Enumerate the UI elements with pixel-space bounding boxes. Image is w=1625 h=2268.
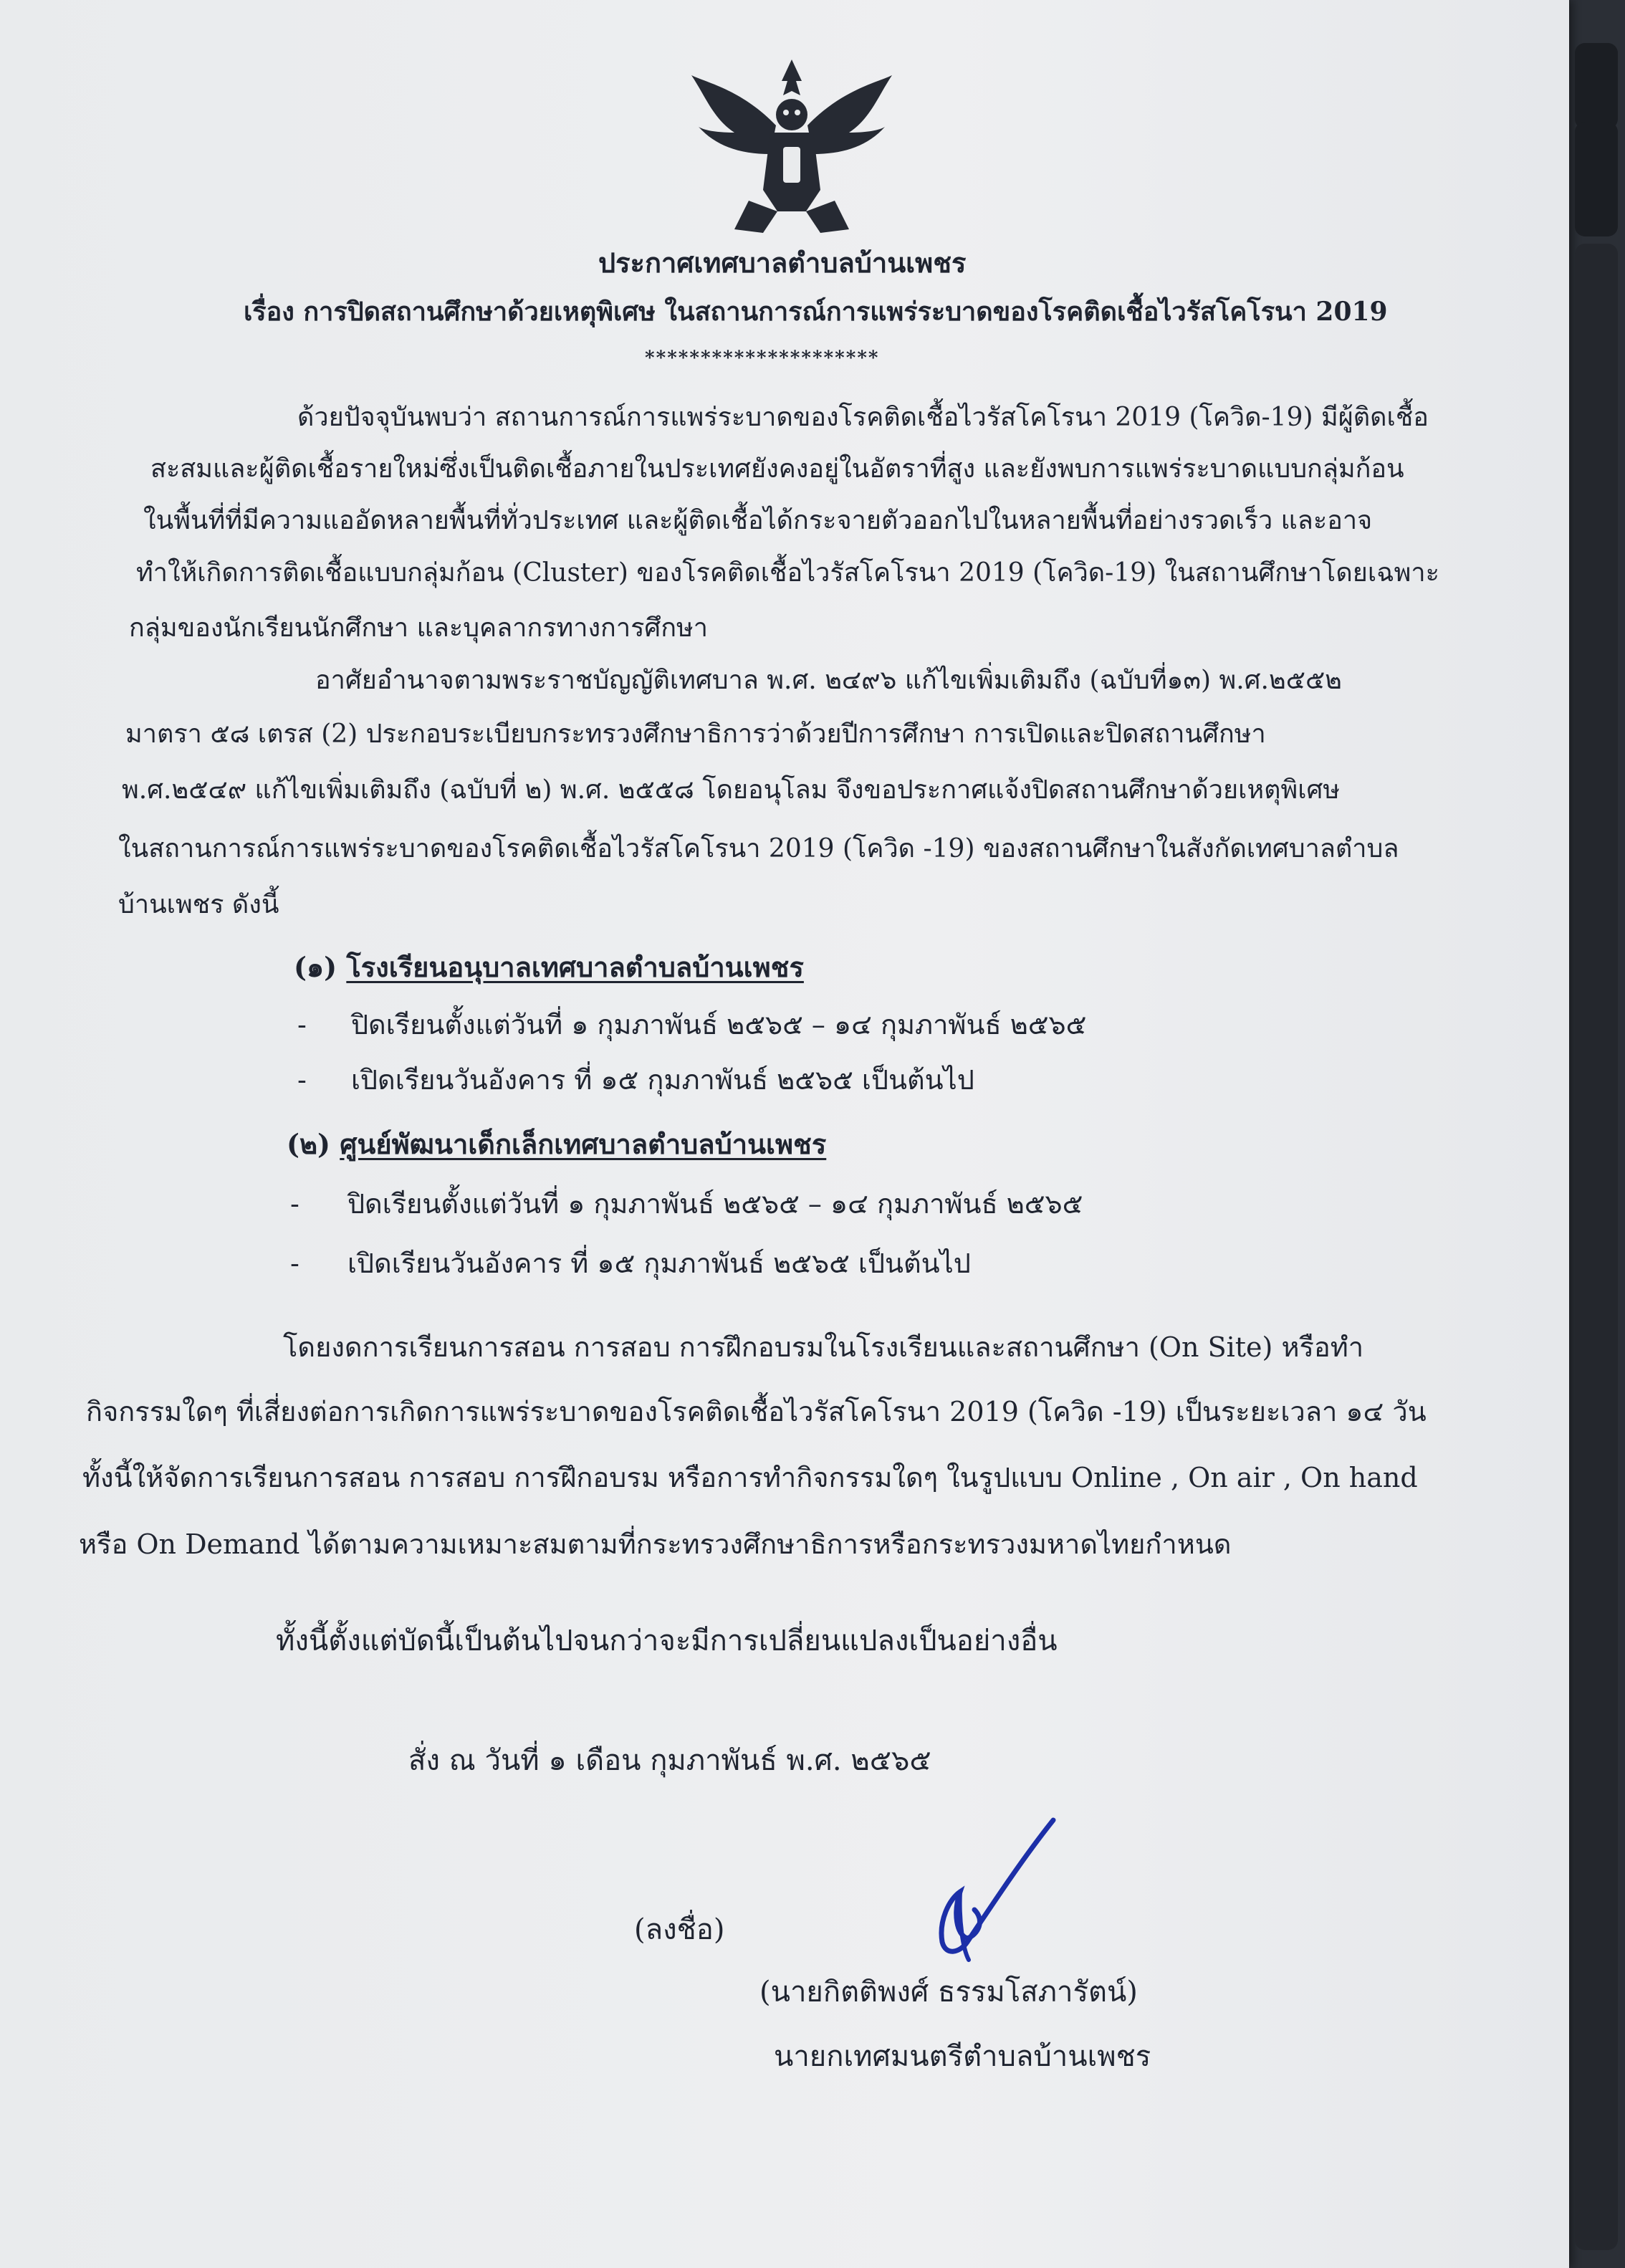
schedule-text: เปิดเรียนวันอังคาร ที่ ๑๕ กุมภาพันธ์ ๒๕๖๕ เป็นต้นไป	[347, 1248, 971, 1279]
schedule-text: ปิดเรียนตั้งแต่วันที่ ๑ กุมภาพันธ์ ๒๕๖๕ – ๑๔ กุมภาพันธ์ ๒๕๖๕	[347, 1188, 1083, 1220]
paragraph-line: พ.ศ.๒๕๔๙ แก้ไขเพิ่มเติมถึง (ฉบับที่ ๒) พ.ศ. ๒๕๕๘ โดยอนุโลม จึงขอประกาศแจ้งปิดสถานศึกษาด้วยเหตุพิเศษ	[122, 775, 1341, 805]
signer-position: นายกเทศมนตรีตำบลบ้านเพชร	[774, 2040, 1151, 2073]
paragraph-line: ทำให้เกิดการติดเชื้อแบบกลุ่มก้อน (Cluster) ของโรคติดเชื้อไวรัสโคโรนา 2019 (โควิด-19) ในสถานศึกษาโดยเฉพาะ	[136, 558, 1439, 588]
signer-name: (นายกิตติพงศ์ ธรรมโสภารัตน์)	[759, 1976, 1138, 2009]
paragraph-line: บ้านเพชร ดังนี้	[118, 890, 279, 919]
paragraph-line: กิจกรรมใดๆ ที่เสี่ยงต่อการเกิดการแพร่ระบาดของโรคติดเชื้อไวรัสโคโรนา 2019 (โควิด -19) เป็นระยะเวลา ๑๔ วัน	[86, 1396, 1427, 1427]
school-number: (๑)	[294, 951, 337, 983]
bullet-dash: -	[297, 1064, 307, 1096]
list-item	[297, 1062, 974, 1098]
paragraph-line: ในสถานการณ์การแพร่ระบาดของโรคติดเชื้อไวรัสโคโรนา 2019 (โควิด -19) ของสถานศึกษาในสังกัดเทศบาลตำบล	[118, 834, 1399, 863]
device-frame-edge	[1575, 43, 1618, 129]
bullet-dash: -	[297, 1009, 307, 1040]
list-item	[290, 1245, 971, 1281]
paragraph-line: โดยงดการเรียนการสอน การสอบ การฝึกอบรมในโรงเรียนและสถานศึกษา (On Site) หรือทำ	[283, 1331, 1364, 1363]
bullet-dash: -	[290, 1248, 299, 1279]
paragraph-line: หรือ On Demand ได้ตามความเหมาะสมตามที่กระทรวงศึกษาธิการหรือกระทรวงมหาดไทยกำหนด	[79, 1528, 1232, 1560]
paragraph-line: ทั้งนี้ให้จัดการเรียนการสอน การสอบ การฝึกอบรม หรือการทำกิจกรรมใดๆ ในรูปแบบ Online , On air , On hand	[82, 1462, 1418, 1493]
paragraph-line: มาตรา ๕๘ เตรส (2) ประกอบระเบียบกระทรวงศึกษาธิการว่าด้วยปีการศึกษา การเปิดและปิดสถานศึกษา	[125, 719, 1266, 749]
handwritten-signature	[917, 1813, 1060, 1971]
school-name: โรงเรียนอนุบาลเทศบาลตำบลบ้านเพชร	[346, 951, 804, 983]
device-frame-edge	[1575, 244, 1618, 2250]
closing-statement: ทั้งนี้ตั้งแต่บัดนี้เป็นต้นไปจนกว่าจะมีการเปลี่ยนแปลงเป็นอย่างอื่น	[276, 1625, 1058, 1657]
title-divider: *********************	[645, 348, 880, 369]
signed-label: (ลงชื่อ)	[634, 1913, 725, 1946]
device-frame-edge	[1575, 122, 1618, 236]
paragraph-line: กลุ่มของนักเรียนนักศึกษา และบุคลากรทางการศึกษา	[129, 613, 708, 643]
announcement-subject: เรื่อง การปิดสถานศึกษาด้วยเหตุพิเศษ ในสถานการณ์การแพร่ระบาดของโรคติดเชื้อไวรัสโคโรนา 2019	[244, 297, 1388, 327]
school-heading	[287, 1126, 826, 1162]
paragraph-line: ด้วยปัจจุบันพบว่า สถานการณ์การแพร่ระบาดของโรคติดเชื้อไวรัสโคโรนา 2019 (โควิด-19) มีผู้ติดเชื้อ	[297, 403, 1429, 432]
schedule-text: เปิดเรียนวันอังคาร ที่ ๑๕ กุมภาพันธ์ ๒๕๖๕ เป็นต้นไป	[350, 1064, 974, 1096]
paragraph-line: สะสมและผู้ติดเชื้อรายใหม่ซึ่งเป็นติดเชื้อภายในประเทศยังคงอยู่ในอัตราที่สูง และยังพบการแพร่ระบาดแบบกลุ่มก้อน	[150, 454, 1404, 484]
order-date: สั่ง ณ วันที่ ๑ เดือน กุมภาพันธ์ พ.ศ. ๒๕๖๕	[408, 1744, 931, 1777]
garuda-emblem-icon	[684, 47, 899, 240]
list-item	[290, 1186, 1083, 1222]
paragraph-line: อาศัยอำนาจตามพระราชบัญญัติเทศบาล พ.ศ. ๒๔๙๖ แก้ไขเพิ่มเติมถึง (ฉบับที่๑๓) พ.ศ.๒๕๕๒	[315, 666, 1342, 695]
school-name: ศูนย์พัฒนาเด็กเล็กเทศบาลตำบลบ้านเพชร	[340, 1128, 827, 1160]
school-number: (๒)	[287, 1128, 331, 1160]
schedule-text: ปิดเรียนตั้งแต่วันที่ ๑ กุมภาพันธ์ ๒๕๖๕ – ๑๔ กุมภาพันธ์ ๒๕๖๕	[350, 1009, 1087, 1040]
announcement-title: ประกาศเทศบาลตำบลบ้านเพชร	[598, 247, 967, 279]
bullet-dash: -	[290, 1188, 299, 1220]
paragraph-line: ในพื้นที่ที่มีความแออัดหลายพื้นที่ทั่วประเทศ และผู้ติดเชื้อได้กระจายตัวออกไปในหลายพื้นที่อย่างรวดเร็ว และอาจ	[143, 506, 1373, 535]
list-item	[297, 1007, 1086, 1043]
school-heading	[294, 949, 804, 985]
